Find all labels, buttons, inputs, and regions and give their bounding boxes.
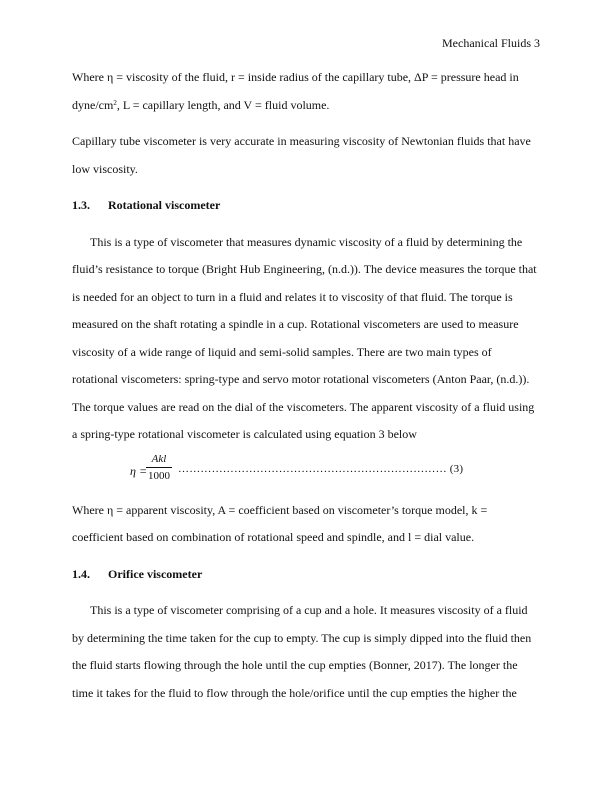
equation-leader-number: ……………………………………………………………… (3) <box>178 462 464 475</box>
section-heading-orifice <box>72 561 540 589</box>
unit-text: dyne/cm <box>72 97 114 112</box>
equation-fraction <box>146 452 172 483</box>
paragraph-line: Where η = viscosity of the fluid, r = inside radius of the capillary tube, ΔP = pressure head in <box>72 70 519 84</box>
paragraph-variable-definitions <box>72 64 540 119</box>
section-title: Rotational viscometer <box>108 198 221 212</box>
section-number: 1.4. <box>72 566 90 581</box>
paragraph-line-rest: , L = capillary length, and V = fluid volume. <box>116 97 330 112</box>
equation-denominator: 1000 <box>148 469 170 482</box>
paragraph-rotational-description: This is a type of viscometer that measures dynamic viscosity of a fluid by determining the fluid’s resistance to torque (Bright Hub Engineering, (n.d.)). The device measures the torque that is needed for an object to turn in a fluid and relates it to viscosity of that fluid. The torque is measured on the shaft rotating a spindle in a cup. Rotational viscometers are used to measure viscosity of a wide range of liquid and semi-solid samples. There are two main types of rotational viscometers: spring-type and servo motor rotational viscometers (Anton Paar, (n.d.)). The torque values are read on the dial of the viscometers. The apparent viscosity of a fluid using a spring-type rotational viscometer is calculated using equation 3 below <box>72 234 537 441</box>
section-number: 1.3. <box>72 198 90 212</box>
equation-3 <box>72 449 540 497</box>
superscript: 2 <box>113 98 117 107</box>
page-body <box>72 64 540 707</box>
section-heading-rotational <box>72 192 540 220</box>
paragraph-orifice-description: This is a type of viscometer comprising of a cup and a hole. It measures viscosity of a fluid by determining the time taken for the cup to empty. The cup is simply dipped into the fluid then the fluid starts flowing through the hole until the cup empties (Bonner, 2017). The longer the time it takes for the fluid to flow through the hole/orifice until the cup empties the higher the <box>72 603 532 700</box>
equation-numerator: Akl <box>146 452 172 468</box>
section-title: Orifice viscometer <box>108 566 203 581</box>
paragraph-capillary-accuracy: Capillary tube viscometer is very accurate in measuring viscosity of Newtonian fluids that have low viscosity. <box>72 134 531 176</box>
equation-lhs: η = <box>130 463 148 478</box>
paragraph-apparent-viscosity-definitions: Where η = apparent viscosity, A = coefficient based on viscometer’s torque model, k = coefficient based on combination of rotational speed and spindle, and l = dial value. <box>72 502 488 544</box>
running-head: Mechanical Fluids 3 <box>442 36 540 50</box>
